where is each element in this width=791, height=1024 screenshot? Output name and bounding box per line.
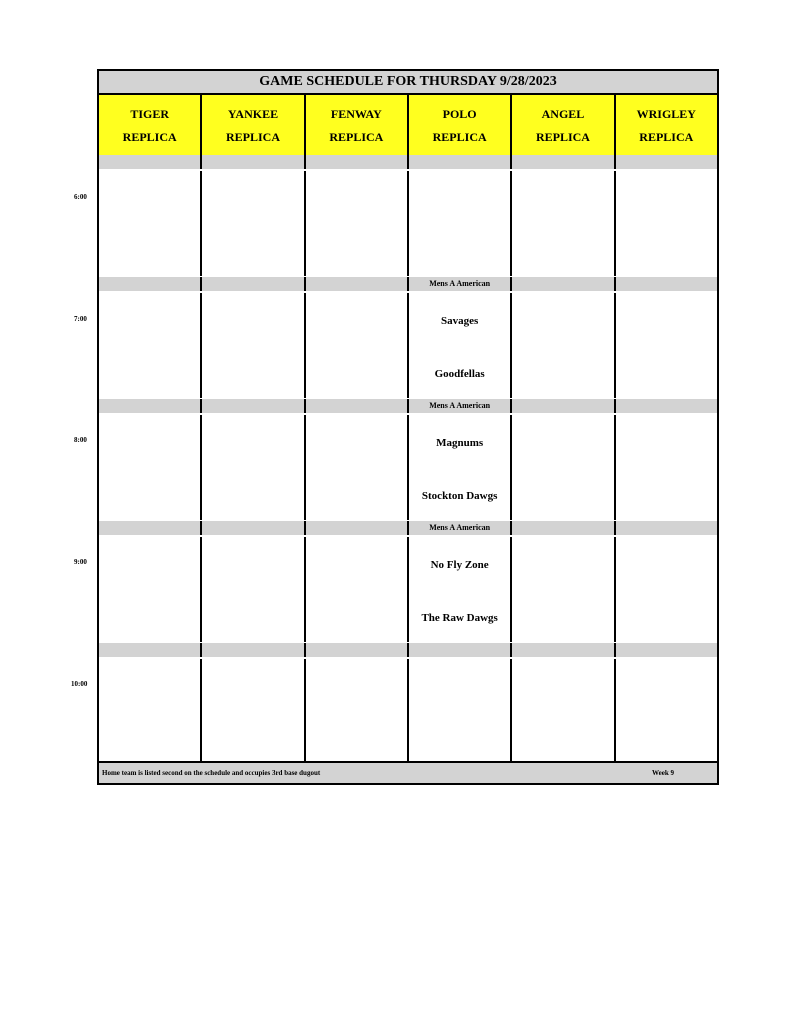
division-label (409, 643, 510, 657)
field-header-fenway (306, 95, 407, 155)
field-header-wrigley (616, 95, 717, 155)
field-name: ANGEL (541, 107, 585, 121)
field-sub: REPLICA (329, 130, 384, 144)
field-header-polo (409, 95, 510, 155)
division-label: Mens A American (409, 399, 510, 413)
time-label: 8:00 (74, 436, 87, 444)
away-team: Savages (441, 315, 479, 327)
field-name: WRIGLEY (636, 107, 696, 121)
schedule-title: GAME SCHEDULE FOR THURSDAY 9/28/2023 (99, 71, 717, 95)
time-slot-row (99, 659, 717, 764)
time-slot-row (99, 415, 717, 520)
game-cell (409, 415, 510, 520)
game-cell (409, 171, 510, 276)
schedule-footer (99, 761, 717, 783)
time-label: 10:00 (71, 680, 88, 688)
game-cell (409, 537, 510, 642)
time-label: 9:00 (74, 558, 87, 566)
division-band (99, 277, 717, 291)
field-name: FENWAY (330, 107, 382, 121)
away-team: Magnums (436, 437, 484, 449)
field-name: POLO (442, 107, 477, 121)
game-cell (409, 659, 510, 764)
home-team: The Raw Dawgs (421, 612, 498, 624)
field-sub: REPLICA (639, 130, 694, 144)
field-header-row (99, 95, 717, 155)
schedule-sheet (97, 69, 719, 785)
field-header-tiger (99, 95, 200, 155)
home-team: Goodfellas (434, 368, 485, 380)
week-label: Week 9 (652, 769, 674, 777)
division-label: Mens A American (409, 277, 510, 291)
time-label: 6:00 (74, 193, 87, 201)
field-header-yankee (202, 95, 303, 155)
field-name: TIGER (130, 107, 169, 121)
field-header-angel (512, 95, 613, 155)
field-name: YANKEE (227, 107, 279, 121)
footer-note: Home team is listed second on the schedule and occupies 3rd base dugout (102, 769, 321, 777)
division-band (99, 399, 717, 413)
field-sub: REPLICA (432, 130, 487, 144)
time-slot-row (99, 171, 717, 276)
away-team: No Fly Zone (430, 559, 489, 571)
time-label: 7:00 (74, 315, 87, 323)
division-band (99, 643, 717, 657)
home-team: Stockton Dawgs (421, 490, 498, 502)
field-sub: REPLICA (122, 130, 177, 144)
division-label: Mens A American (409, 521, 510, 535)
field-sub: REPLICA (225, 130, 280, 144)
game-cell (409, 293, 510, 398)
time-slot-row (99, 537, 717, 642)
division-label (409, 155, 510, 169)
division-band (99, 155, 717, 169)
time-slot-row (99, 293, 717, 398)
field-sub: REPLICA (535, 130, 590, 144)
division-band (99, 521, 717, 535)
